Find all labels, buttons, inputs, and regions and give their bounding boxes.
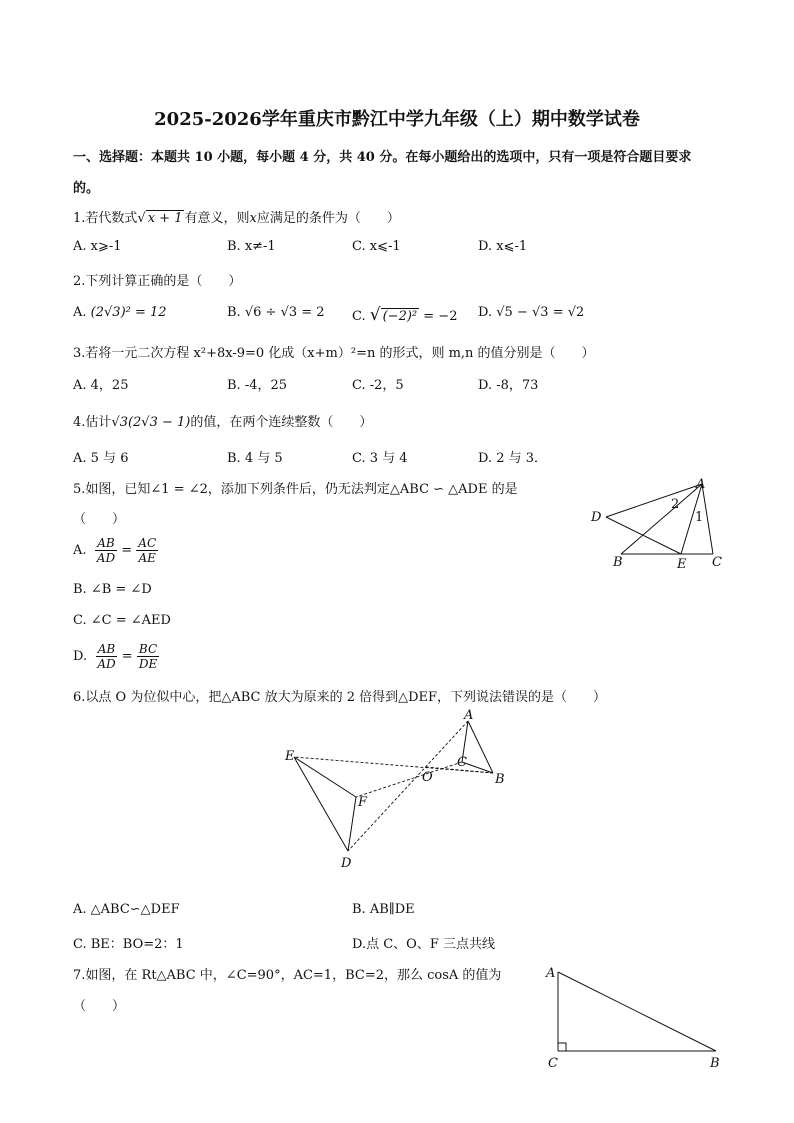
q6-label-b: B (495, 772, 505, 787)
q5-label-b: B (613, 555, 623, 570)
q3-option-c[interactable]: C. -2，5 (352, 378, 404, 393)
q2-option-c[interactable] (352, 305, 457, 325)
q5-option-a-frac1: $\frac{AB}{AD}$ (96, 536, 116, 565)
q1-sqrt-symbol: √ (137, 211, 146, 226)
q5-seg-ac (702, 484, 713, 554)
q2-option-d-term1: √5 (496, 305, 513, 320)
q5-label-a: A (696, 477, 706, 492)
q6-label-f: F (358, 795, 368, 810)
q6-seg-ef (294, 757, 356, 797)
q7-right-angle-mark (558, 1043, 566, 1051)
q6-option-c[interactable]: C. BE：BO=2：1 (73, 937, 184, 952)
q5-figure (585, 474, 730, 574)
section-heading-line2: 的。 (73, 181, 100, 196)
q7-label-c: C (548, 1056, 558, 1071)
q4-option-c[interactable]: C. 3 与 4 (352, 451, 408, 466)
question-7-stem: 7.如图，在 Rt△ABC 中，∠C=90°，AC=1，BC=2，那么 cosA 的值为 (73, 968, 502, 983)
q2-option-c-sqrt-symbol: √ (369, 305, 381, 325)
q1-var: x (249, 211, 257, 226)
q2-option-b-term2: √3 (280, 305, 298, 320)
q2-option-c-radicand: (−2)² (382, 309, 418, 324)
q6-option-d[interactable]: D.点 C、O、F 三点共线 (352, 937, 495, 952)
q1-radicand: x + 1 (147, 211, 183, 226)
q2-option-b-label: B. (227, 305, 241, 320)
q7-label-a: A (546, 966, 556, 981)
q5-seg-de (606, 517, 681, 554)
q6-seg-ed (294, 757, 348, 851)
q1-option-d[interactable]: D. x⩽-1 (478, 239, 528, 254)
question-5-paren: （ ） (73, 512, 126, 527)
q2-option-d-label: D. (478, 305, 493, 320)
q4-suffix: 的值，在两个连续整数（ ） (190, 415, 373, 430)
q6-label-c: C (457, 755, 467, 770)
question-7-paren: （ ） (73, 999, 126, 1014)
question-2-stem: 2.下列计算正确的是（ ） (73, 274, 242, 289)
q7-figure (538, 960, 728, 1075)
q5-option-d-label: D. (73, 649, 88, 664)
q5-label-c: C (712, 555, 722, 570)
q6-seg-fd (348, 797, 356, 851)
q2-option-a-label: A. (73, 305, 87, 320)
q5-option-a-frac2: $\frac{AC}{AE}$ (138, 536, 157, 565)
q5-option-d-eq: = (121, 649, 133, 664)
q4-prefix: 4.估计 (73, 415, 112, 430)
q4-option-a[interactable]: A. 5 与 6 (73, 451, 129, 466)
q3-option-a[interactable]: A. 4，25 (73, 378, 129, 393)
q1-suffix2: 应满足的条件为（ ） (256, 211, 400, 226)
q6-dash-ad (348, 721, 468, 851)
q6-option-a[interactable]: A. △ABC∽△DEF (73, 902, 180, 917)
q5-option-c[interactable]: C. ∠C = ∠AED (73, 613, 171, 628)
q2-option-b-term1: √6 (244, 305, 262, 320)
q6-figure (280, 705, 510, 875)
q5-option-d[interactable] (73, 642, 159, 671)
q4-option-b[interactable]: B. 4 与 5 (227, 451, 283, 466)
q2-option-d-result: √2 (567, 305, 585, 320)
q3-option-b[interactable]: B. -4，25 (227, 378, 288, 393)
q5-label-d: D (591, 510, 602, 525)
q5-seg-ab (621, 484, 702, 554)
q2-option-d-op: − (516, 305, 528, 320)
q5-option-a-label: A. (73, 543, 87, 558)
q2-option-d[interactable] (478, 305, 584, 320)
q1-suffix: 有意义，则 (184, 211, 250, 226)
q5-option-a[interactable] (73, 536, 158, 565)
question-1-stem (73, 207, 400, 226)
q2-option-c-label: C. (352, 309, 366, 324)
q2-option-a[interactable] (73, 305, 167, 320)
q5-seg-ad (606, 484, 702, 517)
q2-option-d-eq: = (552, 305, 564, 320)
q1-option-b[interactable]: B. x≠-1 (227, 239, 276, 254)
q2-option-b-op: ÷ (265, 305, 277, 320)
q4-expr: √3(2√3 − 1) (111, 415, 191, 430)
q7-seg-ab (558, 972, 716, 1051)
q1-option-a[interactable]: A. x⩾-1 (73, 239, 122, 254)
q2-option-d-term2: √3 (531, 305, 549, 320)
page-title: 2025-2026学年重庆市黔江中学九年级（上）期中数学试卷 (154, 109, 640, 130)
q6-label-e: E (285, 749, 295, 764)
q6-label-d: D (341, 856, 352, 871)
q5-label-2: 2 (671, 497, 680, 512)
q5-label-1: 1 (695, 510, 704, 525)
q3-option-d[interactable]: D. -8，73 (478, 378, 539, 393)
q1-prefix: 1.若代数式 (73, 211, 138, 226)
q6-option-b[interactable]: B. AB∥DE (352, 902, 415, 917)
q2-option-a-expr: (2√3)² = 12 (90, 305, 167, 320)
question-5-stem: 5.如图，已知∠1 = ∠2，添加下列条件后，仍无法判定△ABC ∽ △ADE 的是 (73, 482, 518, 497)
question-3-stem: 3.若将一元二次方程 x²+8x-9=0 化成（x+m）²=n 的形式，则 m,n 的值分别是（ ） (73, 346, 595, 361)
q2-option-b[interactable] (227, 305, 325, 320)
q5-label-e: E (677, 557, 687, 572)
q7-label-b: B (710, 1056, 720, 1071)
q5-option-a-eq: = (121, 543, 133, 558)
q5-option-d-frac2: $\frac{BC}{DE}$ (138, 642, 158, 671)
q5-option-d-frac1: $\frac{AB}{AD}$ (97, 642, 116, 671)
q1-option-c[interactable]: C. x⩽-1 (352, 239, 401, 254)
q2-option-c-result: = −2 (423, 309, 458, 324)
question-6-stem: 6.以点 O 为位似中心，把△ABC 放大为原来的 2 倍得到△DEF，下列说法错误的是（ ） (73, 690, 607, 705)
question-4-stem (73, 411, 372, 430)
q6-label-a: A (464, 708, 474, 723)
q4-option-d[interactable]: D. 2 与 3． (478, 451, 548, 466)
q2-option-b-result: = 2 (301, 305, 325, 320)
q6-label-o: O (422, 770, 433, 785)
q6-dash-cf (356, 762, 462, 797)
section-heading-line1: 一、选择题：本题共 10 小题，每小题 4 分，共 40 分。在每小题给出的选项中，只有一项是符合题目要求 (73, 150, 692, 165)
q5-option-b[interactable]: B. ∠B = ∠D (73, 582, 152, 597)
